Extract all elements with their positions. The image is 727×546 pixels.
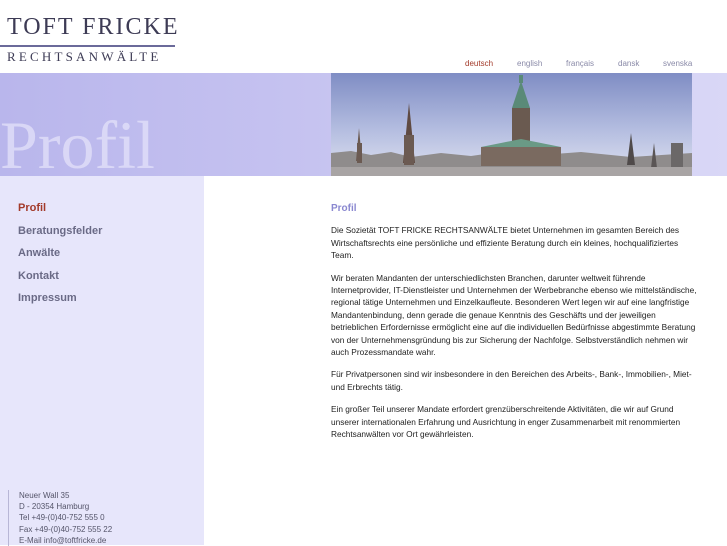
nav-profil[interactable]: Profil <box>18 202 47 214</box>
header-banner <box>0 73 727 176</box>
nav-kontakt[interactable]: Kontakt <box>18 269 59 282</box>
page-title: Profil <box>331 203 357 214</box>
content-paragraph: Wir beraten Mandanten der unterschiedlichsten Branchen, darunter weltweit führende Internetprovider, IT-Dienstleister und Unternehmen der Werbebranche ebenso wie mittelständische, regional tätige Unternehmen und Einzelkaufleute. Besonderen Wert legen wir auf eine langfristige Mandantenbindung, denn gerade die genaue Kenntnis des Geschäfts und der jeweiligen betrieblichen Erfordernisse ermöglicht eine auf die individuellen Bedürfnisse abgestimmte Beratung von der Unternehmensgründung bis zur Sicherung der Nachfolge. Selbstverständlich nehmen wir auch Prozessmandate wahr. <box>331 272 697 358</box>
lang-deutsch[interactable]: deutsch <box>465 59 494 68</box>
address-city: D - 20354 Hamburg <box>19 502 90 512</box>
content-paragraph: Für Privatpersonen sind wir insbesondere in den Bereichen des Arbeits-, Bank-, Immobilien-, Miet- und Erbrechts tätig. <box>331 369 692 392</box>
logo-subtitle: RECHTSANWÄLTE <box>7 49 162 64</box>
lang-francais[interactable]: français <box>566 59 595 68</box>
hamburg-skyline-photo <box>331 73 692 176</box>
language-switcher <box>440 59 710 71</box>
banner-page-word: Profil <box>0 107 155 176</box>
nav-beratungsfelder[interactable]: Beratungsfelder <box>18 224 103 237</box>
lang-svenska[interactable]: svenska <box>663 59 693 68</box>
sidebar <box>0 176 204 545</box>
content-paragraph: Ein großer Teil unserer Mandate erfordert grenzüberschreitende Aktivitäten, die wir auf Grund unserer internationalen Erfahrung und Ausrichtung in enger Zusammenarbeit mit renommierten Rechtsanwälten vor Ort gewährleisten. <box>331 404 681 440</box>
lang-dansk[interactable]: dansk <box>618 59 640 68</box>
address-email[interactable]: E-Mail info@toftfricke.de <box>19 535 107 545</box>
logo-name: TOFT FRICKE <box>7 14 180 40</box>
address-street: Neuer Wall 35 <box>19 491 70 500</box>
nav-anwaelte[interactable]: Anwälte <box>18 247 61 259</box>
address-fax: Fax +49-(0)40-752 555 22 <box>19 524 113 534</box>
contact-address <box>8 490 112 546</box>
main-navigation <box>18 202 102 315</box>
nav-impressum[interactable]: Impressum <box>18 292 77 304</box>
logo-divider <box>0 45 175 47</box>
main-content <box>331 203 701 451</box>
content-paragraph: Die Sozietät TOFT FRICKE RECHTSANWÄLTE bietet Unternehmen im gesamten Bereich des Wirtschaftsrechts eine persönliche und effiziente Beratung durch ein kleines, hochqualifiziertes Team. <box>331 225 679 261</box>
address-tel: Tel +49-(0)40-752 555 0 <box>19 513 105 523</box>
logo[interactable] <box>0 0 180 72</box>
lang-english[interactable]: english <box>517 59 543 68</box>
